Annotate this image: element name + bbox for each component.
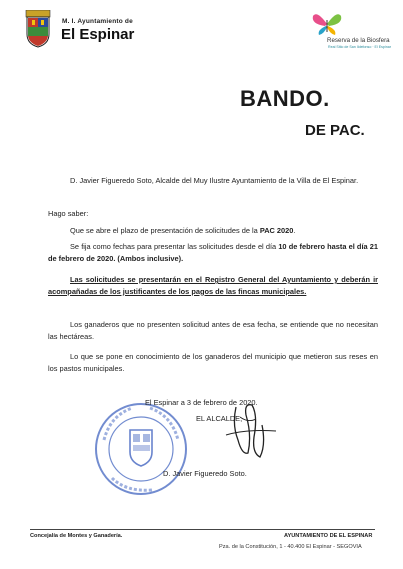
plazo-bold: PAC 2020 xyxy=(259,226,294,235)
plazo-end: . xyxy=(293,226,296,235)
footer-address: Pza. de la Constitución, 1 - 40.400 El Espinar - SEGOVIA xyxy=(219,544,362,550)
document-subtitle: DE PAC. xyxy=(305,122,365,139)
fechas-paragraph xyxy=(48,241,378,264)
hago-saber: Hago saber: xyxy=(48,209,89,218)
official-seal-stamp xyxy=(92,400,190,498)
registro-paragraph: Las solicitudes se presentarán en el Registro General del Ayuntamiento y deberán ir acompañadas de los justificantes de los pagos de las fincas municipales. xyxy=(48,275,378,296)
signature-name: D. Javier Figueredo Soto. xyxy=(163,469,247,478)
fechas-text: Se fija como fechas para presentar las solicitudes desde el día xyxy=(70,242,279,251)
conocimiento-paragraph: Lo que se pone en conocimiento de los ganaderos del municipio que metieron sus reses en los pastos municipales. xyxy=(48,352,378,373)
ayuntamiento-prefix: M. I. Ayuntamiento de xyxy=(62,18,133,25)
intro-paragraph: D. Javier Figueredo Soto, Alcalde del Muy Ilustre Ayuntamiento de la Villa de El Espinar. xyxy=(70,176,359,185)
footer-ayuntamiento: AYUNTAMIENTO DE EL ESPINAR xyxy=(284,533,373,539)
plazo-text: Que se abre el plazo de presentación de solicitudes de la xyxy=(70,226,260,235)
ganaderos-paragraph: Los ganaderos que no presenten solicitud antes de esa fecha, se entiende que no necesitan las hectáreas. xyxy=(48,320,378,341)
crest-logo xyxy=(24,10,52,48)
signature-date: El Espinar a 3 de febrero de 2020. xyxy=(145,398,258,407)
signature-role: EL ALCALDE, xyxy=(196,414,243,423)
biosphere-subtitle: Real Sitio de San Ildefonso · El Espinar xyxy=(328,45,391,49)
fechas-bold: 10 de febrero hasta el día 21 de febrero de 2020. (Ambos inclusive). xyxy=(48,242,378,263)
footer-divider xyxy=(30,529,375,530)
ayuntamiento-name: El Espinar xyxy=(61,26,135,43)
biosphere-title: Reserva de la Biosfera xyxy=(327,37,390,44)
plazo-paragraph xyxy=(70,225,295,237)
footer-department: Concejalía de Montes y Ganadería. xyxy=(30,533,123,539)
document-title: BANDO. xyxy=(240,86,330,111)
biosphere-butterfly-logo xyxy=(311,10,343,36)
